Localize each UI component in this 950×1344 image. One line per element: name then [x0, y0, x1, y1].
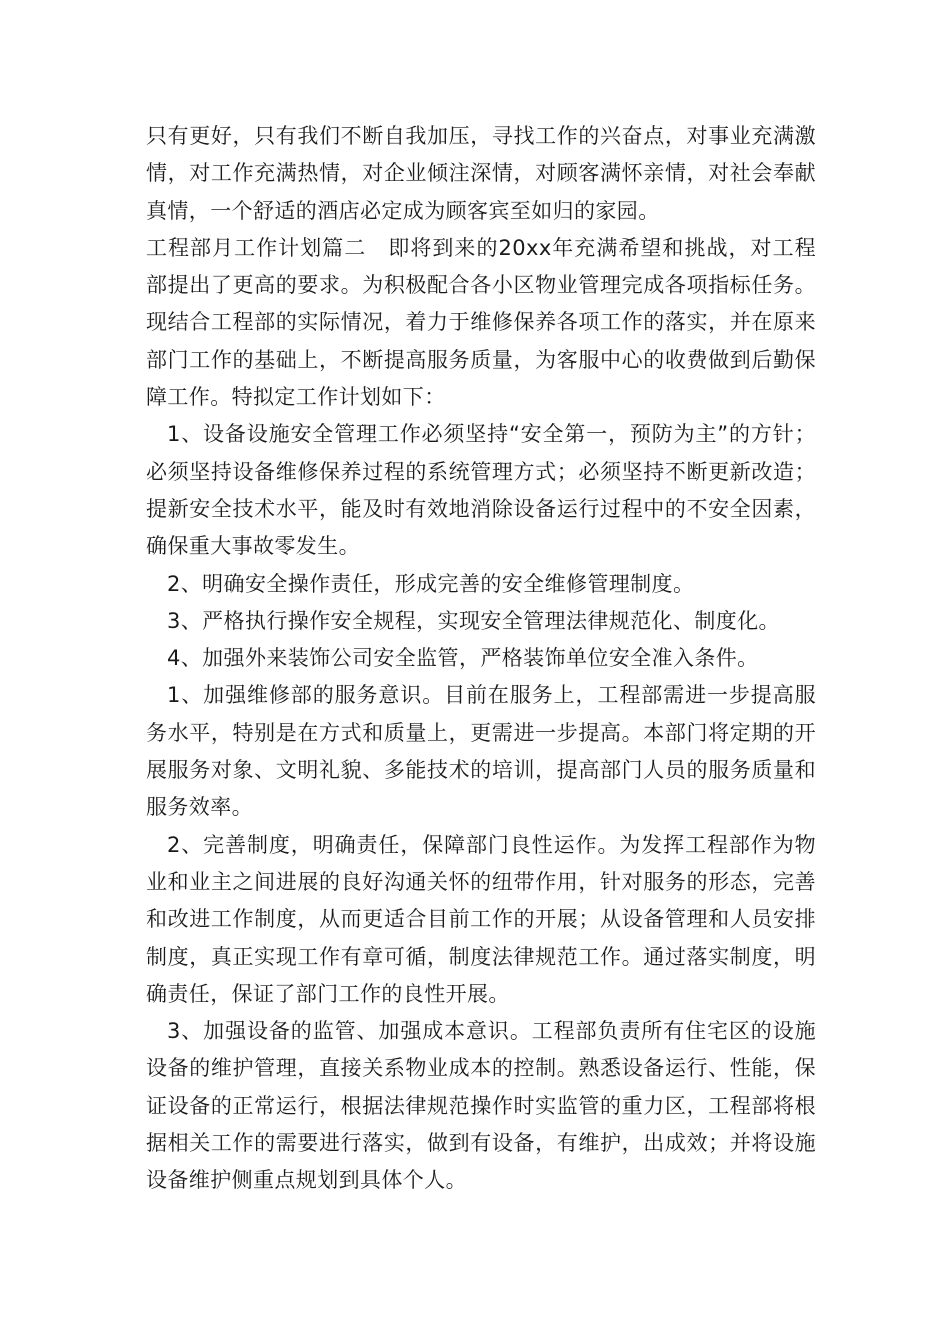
paragraph-safety-item-2: 2、明确安全操作责任，形成完善的安全维修管理制度。 [167, 571, 695, 596]
paragraph-plan-intro: 工程部月工作计划篇二 即将到来的20xx年充满希望和挑战，对工程部提出了更高的要求。为积极配合各小区物业管理完成各项指标任务。现结合工程部的实际情况，着力于维修保养各项工作的落实，并在原来部门工作的基础上，不断提高服务质量，为客服中心的收费做到后勤保障工作。特拟定工作计划如下： [146, 235, 816, 410]
paragraph-closing-summary: 只有更好，只有我们不断自我加压，寻找工作的兴奋点，对事业充满激情，对工作充满热情，对企业倾注深情，对顾客满怀亲情，对社会奉献真情，一个舒适的酒店必定成为顾客宾至如归的家园。 [146, 124, 816, 223]
paragraph-service-item-2: 2、完善制度，明确责任，保障部门良性运作。为发挥工程部作为物业和业主之间进展的良好沟通关怀的纽带作用，针对服务的形态，完善和改进工作制度，从而更适合目前工作的开展；从设备管理和人员安排制度，真正实现工作有章可循，制度法律规范工作。通过落实制度，明确责任，保证了部门工作的良性开展。 [146, 832, 816, 1006]
paragraph-safety-item-4: 4、加强外来装饰公司安全监管，严格装饰单位安全准入条件。 [167, 646, 759, 671]
paragraph-service-item-3: 3、加强设备的监管、加强成本意识。工程部负责所有住宅区的设施设备的维护管理，直接关系物业成本的控制。熟悉设备运行、性能，保证设备的正常运行，根据法律规范操作时实监管的重力区，工程部将根据相关工作的需要进行落实，做到有设备，有维护，出成效；并将设施设备维护侧重点规划到具体个人。 [146, 1019, 816, 1193]
paragraph-safety-item-1: 1、设备设施安全管理工作必须坚持“安全第一，预防为主”的方针；必须坚持设备维修保养过程的系统管理方式；必须坚持不断更新改造；提新安全技术水平，能及时有效地消除设备运行过程中的不安全因素，确保重大事故零发生。 [146, 422, 816, 559]
paragraph-service-item-1: 1、加强维修部的服务意识。目前在服务上，工程部需进一步提高服务水平，特别是在方式和质量上，更需进一步提高。本部门将定期的开展服务对象、文明礼貌、多能技术的培训，提高部门人员的服务质量和服务效率。 [146, 683, 816, 820]
document-body [146, 118, 816, 1200]
paragraph-safety-item-3: 3、严格执行操作安全规程，实现安全管理法律规范化、制度化。 [167, 608, 780, 633]
